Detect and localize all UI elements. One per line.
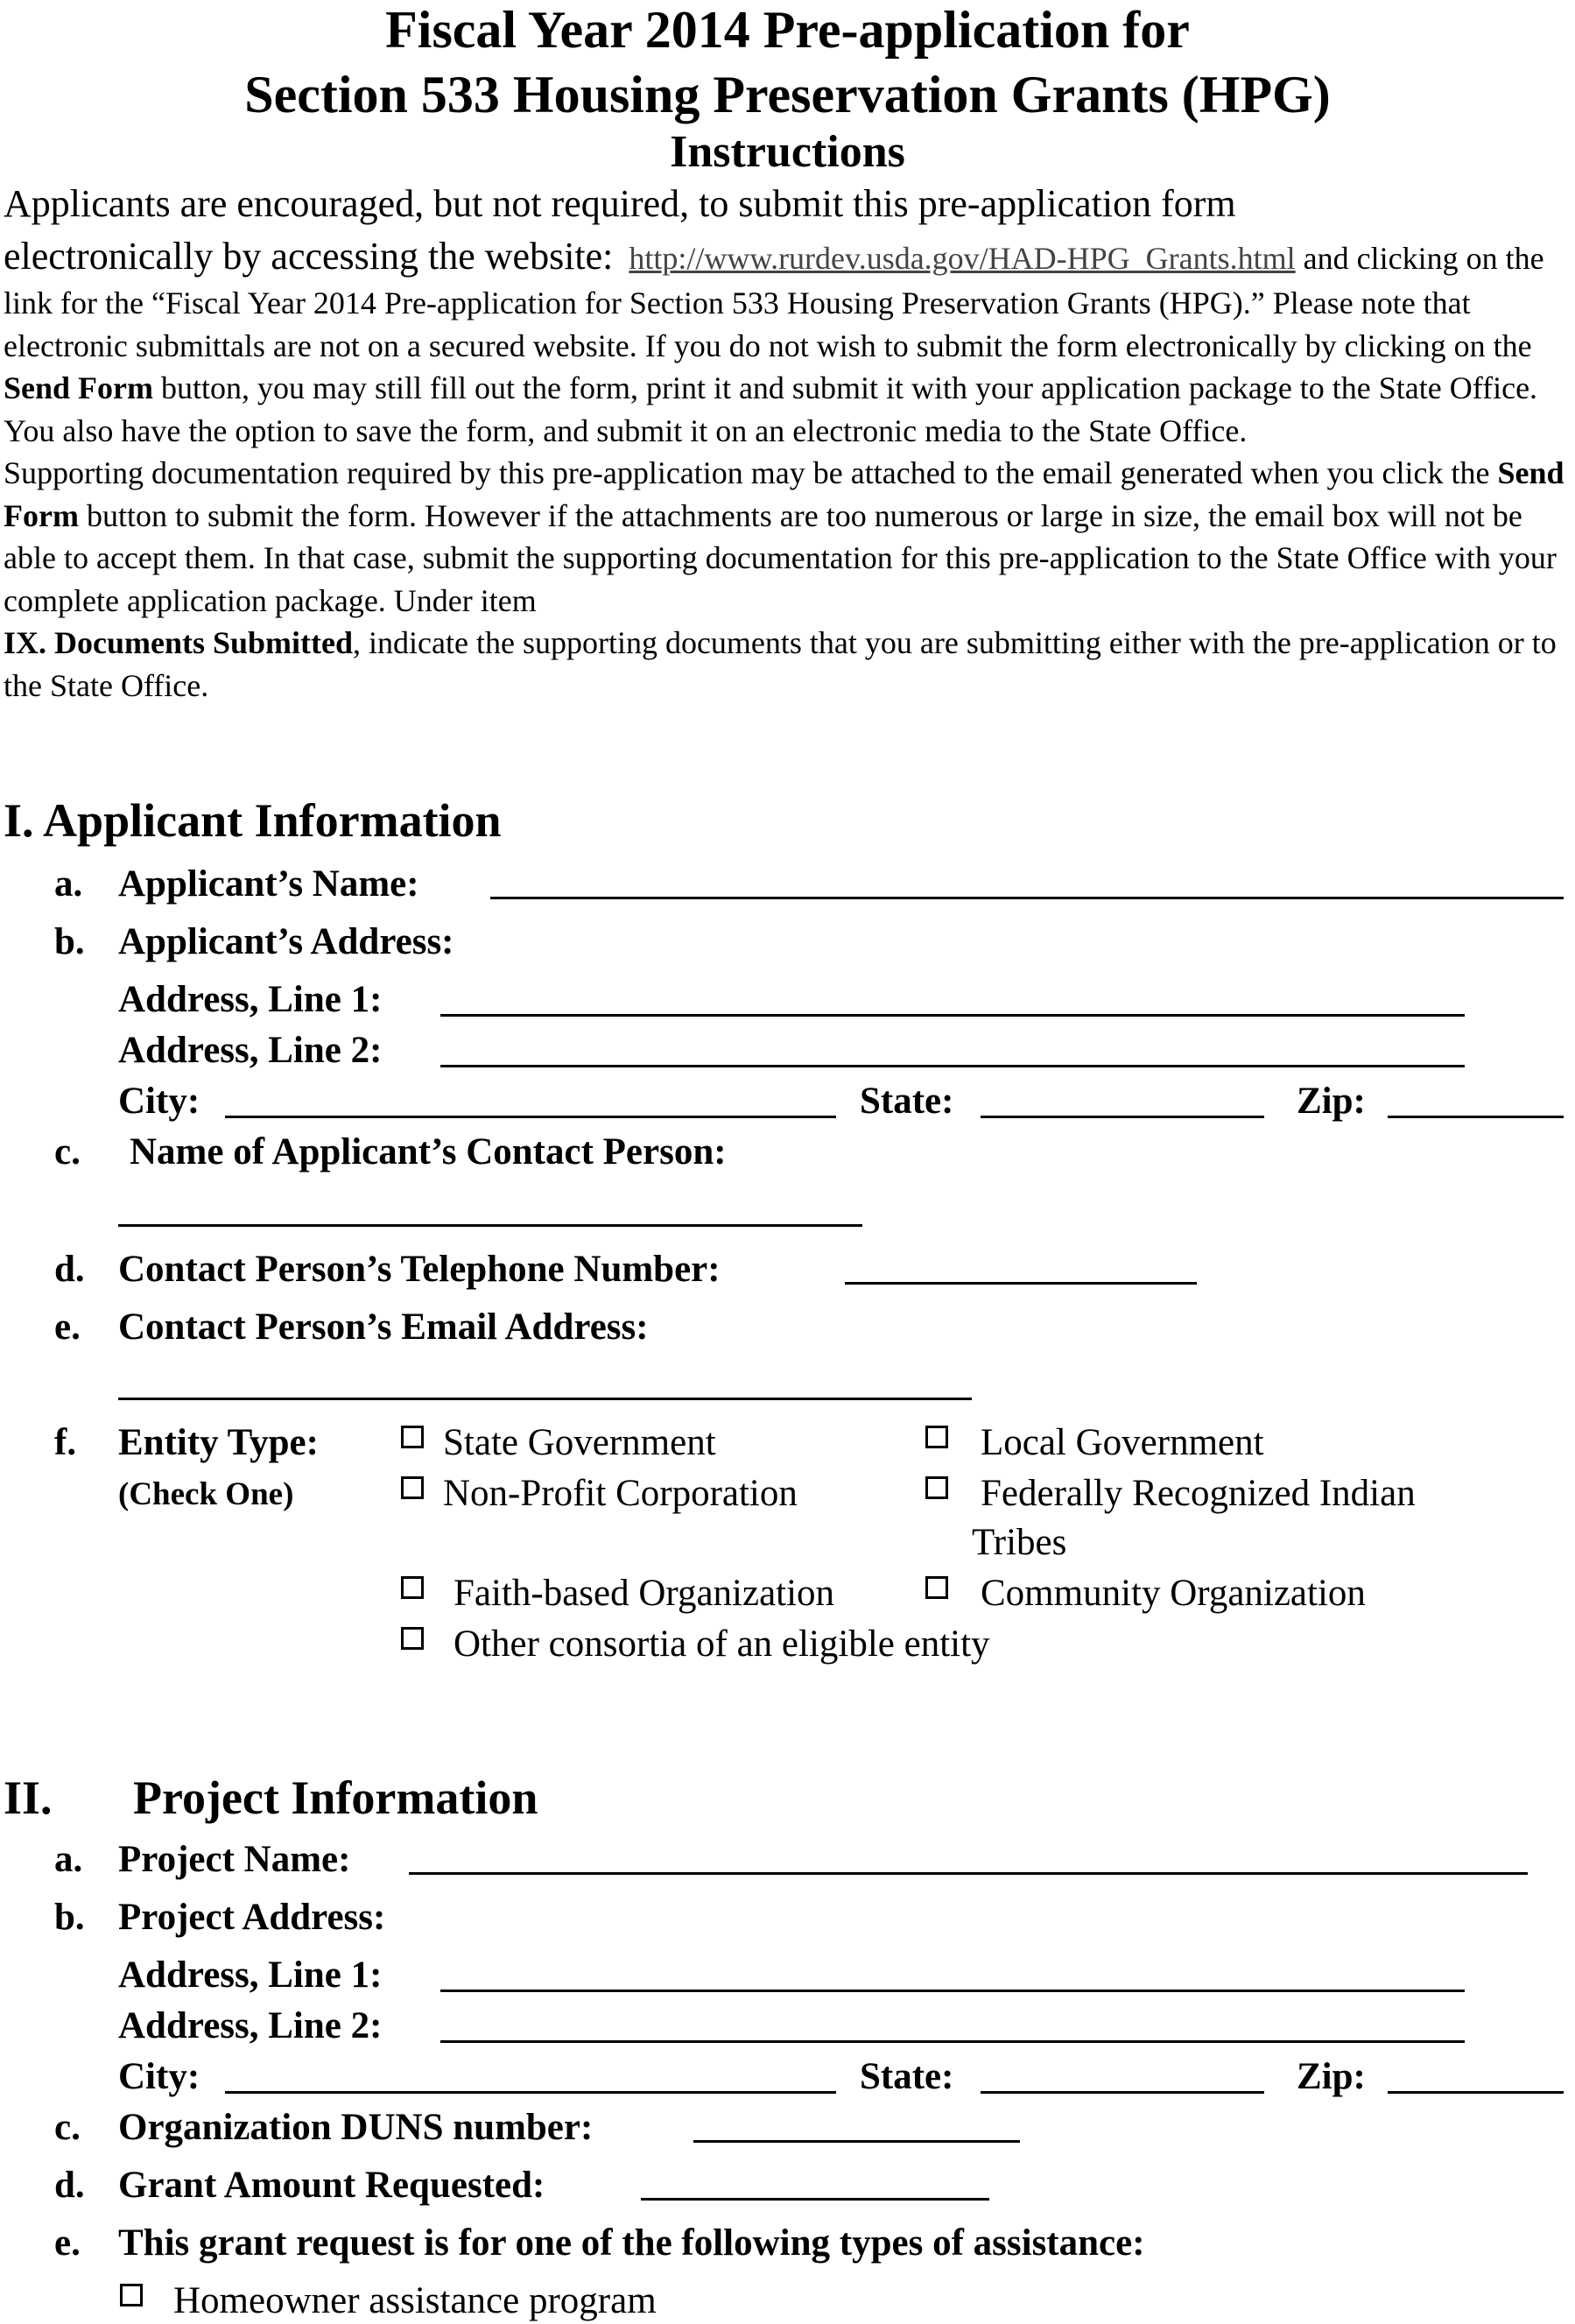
contact-email-label: Contact Person’s Email Address: [118, 1306, 649, 1348]
contact-person-field[interactable] [118, 1224, 862, 1227]
project-zip-field[interactable] [1388, 2091, 1564, 2094]
assistance-type-label: This grant request is for one of the following types of assistance: [118, 2222, 1145, 2264]
applicant-address-label: Applicant’s Address: [118, 921, 454, 962]
state-government-checkbox[interactable] [401, 1426, 424, 1448]
section-1-heading: I. Applicant Information [4, 794, 502, 847]
community-organization-checkbox[interactable] [925, 1576, 948, 1599]
intro-line-2: electronically by accessing the website: [4, 235, 614, 278]
faith-based-checkbox[interactable] [401, 1576, 424, 1599]
duns-label: Organization DUNS number: [118, 2107, 594, 2148]
applicant-state-field[interactable] [981, 1116, 1264, 1118]
project-state-field[interactable] [981, 2091, 1264, 2094]
website-link[interactable]: http://www.rurdev.usda.gov/HAD-HPG_Grants.html [629, 241, 1296, 276]
entity-type-note: (Check One) [118, 1476, 294, 1512]
applicant-name-label: Applicant’s Name: [118, 863, 419, 905]
intro-paragraph-2: Supporting documentation required by this pre-application may be attached to the email generated when you click the Send Form button to submit the form. However if the attachments are too numerous or large in size, the email box will not be able to accept them. In that case, submit the supporting documentation for this pre-application to the State Office with your complete application package. Under item IX. Documents Submitted, indicate the supporting documents that you are submitting either with the pre-application or to the State Office. [4, 455, 1564, 703]
entity-type-label: Entity Type: [118, 1422, 319, 1463]
project-address-label: Project Address: [118, 1897, 386, 1938]
page-subtitle: Instructions [670, 127, 905, 177]
project-city-field[interactable] [225, 2091, 836, 2094]
grant-amount-field[interactable] [641, 2198, 989, 2201]
contact-phone-field[interactable] [845, 1282, 1197, 1285]
section-2-heading: Project Information [133, 1771, 538, 1824]
contact-person-label: Name of Applicant’s Contact Person: [130, 1131, 727, 1173]
local-government-checkbox[interactable] [925, 1426, 948, 1448]
project-name-label: Project Name: [118, 1839, 351, 1880]
intro-line-1: Applicants are encouraged, but not required, to submit this pre-application form [4, 182, 1236, 225]
section-2-number: II. [4, 1771, 53, 1824]
intro-paragraph-1: electronically by accessing the website: http://www.rurdev.usda.gov/HAD-HPG_Grants.html and clicking on the link for the “Fiscal Year 2014 Pre-application for Section 533 Housing Preservation Grants (HPG).” Please note that electronic submittals are not on a secured website. If you do not wish to submit the form electronically by clicking on the Send Form button, you may still fill out the form, print it and submit it with your application package to the State Office. You also have the option to save the form, and submit it on an electronic media to the State Office. [4, 235, 1544, 448]
project-name-field[interactable] [409, 1872, 1528, 1875]
applicant-zip-field[interactable] [1388, 1116, 1564, 1118]
contact-email-field[interactable] [118, 1398, 972, 1400]
contact-phone-label: Contact Person’s Telephone Number: [118, 1249, 721, 1290]
non-profit-checkbox[interactable] [401, 1476, 424, 1499]
duns-field[interactable] [693, 2140, 1020, 2143]
title-line-2: Section 533 Housing Preservation Grants (HPG) [244, 66, 1331, 123]
grant-amount-label: Grant Amount Requested: [118, 2165, 545, 2206]
title-line-1: Fiscal Year 2014 Pre-application for [385, 1, 1190, 59]
other-consortia-checkbox[interactable] [401, 1627, 424, 1650]
applicant-address-line2-field[interactable] [440, 1065, 1465, 1067]
applicant-address-line1-field[interactable] [440, 1014, 1465, 1017]
project-address-line2-field[interactable] [440, 2040, 1465, 2043]
indian-tribes-checkbox[interactable] [925, 1476, 948, 1499]
homeowner-assistance-checkbox[interactable] [120, 2284, 143, 2306]
instructions [4, 179, 1575, 707]
applicant-name-field[interactable] [490, 897, 1564, 899]
project-address-line1-field[interactable] [440, 1989, 1465, 1992]
applicant-city-field[interactable] [225, 1116, 836, 1118]
